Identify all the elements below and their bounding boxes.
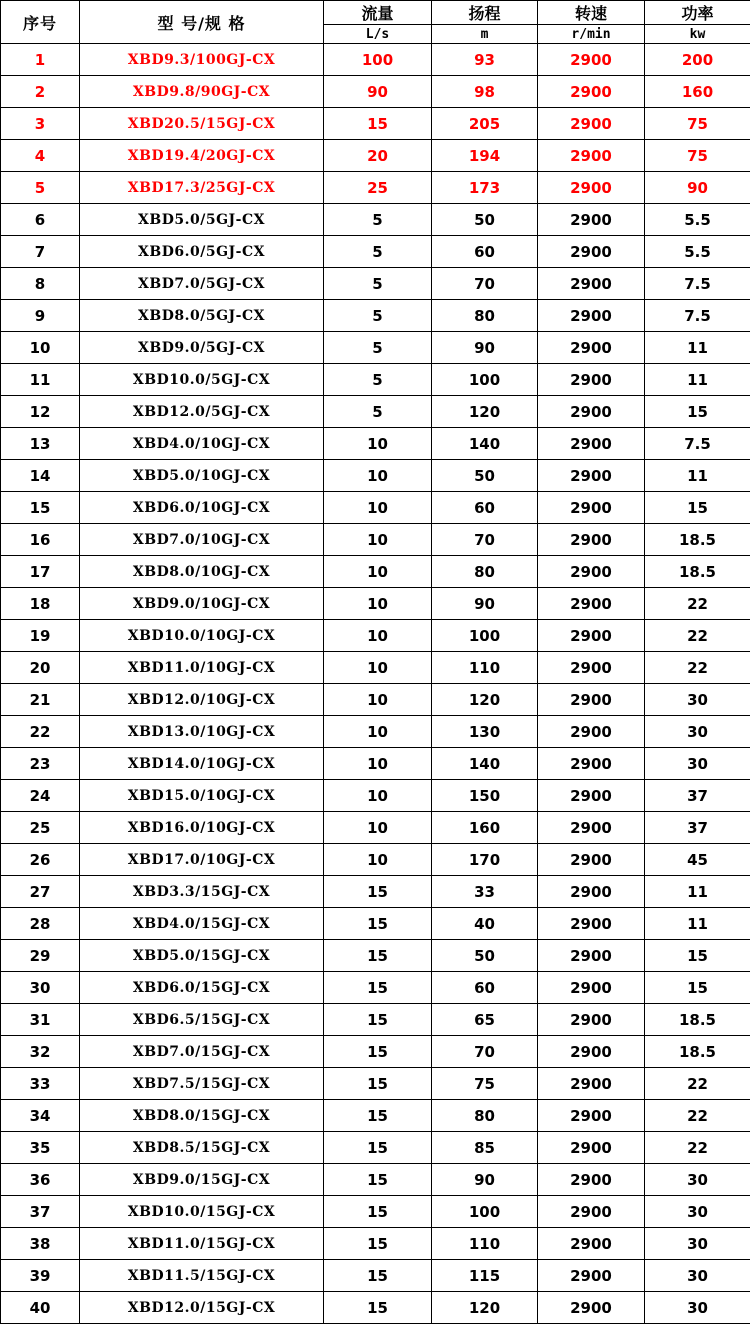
cell-index: 28 bbox=[1, 908, 80, 940]
cell-speed: 2900 bbox=[538, 844, 645, 876]
table-row bbox=[1, 940, 750, 972]
cell-model: XBD8.5/15GJ-CX bbox=[80, 1132, 324, 1164]
cell-head: 205 bbox=[432, 108, 538, 140]
cell-model: XBD7.0/15GJ-CX bbox=[80, 1036, 324, 1068]
cell-power: 15 bbox=[645, 492, 750, 524]
cell-flow: 15 bbox=[324, 1068, 432, 1100]
cell-index: 31 bbox=[1, 1004, 80, 1036]
cell-index: 4 bbox=[1, 140, 80, 172]
cell-index: 38 bbox=[1, 1228, 80, 1260]
cell-speed: 2900 bbox=[538, 140, 645, 172]
table-row bbox=[1, 364, 750, 396]
cell-speed: 2900 bbox=[538, 492, 645, 524]
cell-model: XBD15.0/10GJ-CX bbox=[80, 780, 324, 812]
table-row bbox=[1, 1292, 750, 1324]
cell-model: XBD6.0/15GJ-CX bbox=[80, 972, 324, 1004]
cell-speed: 2900 bbox=[538, 940, 645, 972]
table-row bbox=[1, 684, 750, 716]
cell-power: 22 bbox=[645, 620, 750, 652]
cell-speed: 2900 bbox=[538, 812, 645, 844]
cell-head: 98 bbox=[432, 76, 538, 108]
cell-index: 40 bbox=[1, 1292, 80, 1324]
cell-index: 23 bbox=[1, 748, 80, 780]
cell-model: XBD16.0/10GJ-CX bbox=[80, 812, 324, 844]
cell-index: 10 bbox=[1, 332, 80, 364]
cell-model: XBD8.0/10GJ-CX bbox=[80, 556, 324, 588]
cell-flow: 15 bbox=[324, 1036, 432, 1068]
cell-speed: 2900 bbox=[538, 1292, 645, 1324]
cell-power: 22 bbox=[645, 652, 750, 684]
cell-head: 90 bbox=[432, 332, 538, 364]
cell-flow: 15 bbox=[324, 1100, 432, 1132]
cell-power: 75 bbox=[645, 140, 750, 172]
cell-model: XBD12.0/10GJ-CX bbox=[80, 684, 324, 716]
cell-power: 11 bbox=[645, 364, 750, 396]
cell-power: 30 bbox=[645, 748, 750, 780]
cell-speed: 2900 bbox=[538, 620, 645, 652]
cell-model: XBD6.0/10GJ-CX bbox=[80, 492, 324, 524]
cell-model: XBD3.3/15GJ-CX bbox=[80, 876, 324, 908]
cell-index: 9 bbox=[1, 300, 80, 332]
table-row bbox=[1, 876, 750, 908]
header-flow-unit: L/s bbox=[324, 25, 432, 44]
cell-speed: 2900 bbox=[538, 332, 645, 364]
cell-index: 34 bbox=[1, 1100, 80, 1132]
cell-flow: 25 bbox=[324, 172, 432, 204]
cell-index: 36 bbox=[1, 1164, 80, 1196]
cell-speed: 2900 bbox=[538, 556, 645, 588]
cell-power: 11 bbox=[645, 908, 750, 940]
cell-power: 18.5 bbox=[645, 1036, 750, 1068]
table-row bbox=[1, 1100, 750, 1132]
cell-head: 70 bbox=[432, 524, 538, 556]
cell-speed: 2900 bbox=[538, 972, 645, 1004]
header-power: 功率 bbox=[645, 1, 750, 25]
cell-head: 140 bbox=[432, 748, 538, 780]
table-row bbox=[1, 492, 750, 524]
cell-flow: 5 bbox=[324, 268, 432, 300]
cell-flow: 5 bbox=[324, 300, 432, 332]
table-row bbox=[1, 396, 750, 428]
cell-flow: 15 bbox=[324, 1228, 432, 1260]
table-row bbox=[1, 1260, 750, 1292]
cell-model: XBD11.0/15GJ-CX bbox=[80, 1228, 324, 1260]
cell-speed: 2900 bbox=[538, 76, 645, 108]
table-body bbox=[1, 44, 750, 1324]
table-row bbox=[1, 812, 750, 844]
table-row bbox=[1, 300, 750, 332]
cell-index: 33 bbox=[1, 1068, 80, 1100]
cell-model: XBD8.0/5GJ-CX bbox=[80, 300, 324, 332]
cell-index: 39 bbox=[1, 1260, 80, 1292]
cell-head: 33 bbox=[432, 876, 538, 908]
cell-flow: 10 bbox=[324, 492, 432, 524]
cell-flow: 5 bbox=[324, 332, 432, 364]
cell-power: 37 bbox=[645, 780, 750, 812]
cell-power: 45 bbox=[645, 844, 750, 876]
cell-power: 30 bbox=[645, 716, 750, 748]
cell-head: 93 bbox=[432, 44, 538, 76]
table-row bbox=[1, 108, 750, 140]
cell-speed: 2900 bbox=[538, 1132, 645, 1164]
cell-head: 80 bbox=[432, 1100, 538, 1132]
cell-model: XBD7.5/15GJ-CX bbox=[80, 1068, 324, 1100]
cell-model: XBD9.0/10GJ-CX bbox=[80, 588, 324, 620]
cell-index: 25 bbox=[1, 812, 80, 844]
cell-head: 194 bbox=[432, 140, 538, 172]
cell-head: 120 bbox=[432, 1292, 538, 1324]
cell-index: 1 bbox=[1, 44, 80, 76]
cell-index: 21 bbox=[1, 684, 80, 716]
cell-speed: 2900 bbox=[538, 428, 645, 460]
cell-speed: 2900 bbox=[538, 1100, 645, 1132]
cell-index: 14 bbox=[1, 460, 80, 492]
table-row bbox=[1, 972, 750, 1004]
cell-power: 11 bbox=[645, 460, 750, 492]
cell-model: XBD6.5/15GJ-CX bbox=[80, 1004, 324, 1036]
cell-head: 100 bbox=[432, 620, 538, 652]
cell-head: 70 bbox=[432, 1036, 538, 1068]
cell-flow: 15 bbox=[324, 108, 432, 140]
cell-speed: 2900 bbox=[538, 396, 645, 428]
table-row bbox=[1, 588, 750, 620]
cell-flow: 10 bbox=[324, 524, 432, 556]
cell-flow: 100 bbox=[324, 44, 432, 76]
table-row bbox=[1, 140, 750, 172]
cell-power: 30 bbox=[645, 1196, 750, 1228]
table-row bbox=[1, 1004, 750, 1036]
cell-index: 27 bbox=[1, 876, 80, 908]
cell-power: 22 bbox=[645, 1068, 750, 1100]
cell-speed: 2900 bbox=[538, 236, 645, 268]
cell-power: 11 bbox=[645, 876, 750, 908]
table-row bbox=[1, 1196, 750, 1228]
cell-flow: 5 bbox=[324, 364, 432, 396]
cell-flow: 5 bbox=[324, 204, 432, 236]
cell-model: XBD5.0/5GJ-CX bbox=[80, 204, 324, 236]
cell-head: 170 bbox=[432, 844, 538, 876]
table-row bbox=[1, 908, 750, 940]
table-row bbox=[1, 556, 750, 588]
cell-head: 173 bbox=[432, 172, 538, 204]
cell-speed: 2900 bbox=[538, 908, 645, 940]
cell-head: 160 bbox=[432, 812, 538, 844]
cell-model: XBD20.5/15GJ-CX bbox=[80, 108, 324, 140]
table-row bbox=[1, 428, 750, 460]
cell-index: 3 bbox=[1, 108, 80, 140]
cell-power: 11 bbox=[645, 332, 750, 364]
cell-flow: 10 bbox=[324, 748, 432, 780]
cell-head: 60 bbox=[432, 972, 538, 1004]
cell-power: 5.5 bbox=[645, 236, 750, 268]
cell-power: 90 bbox=[645, 172, 750, 204]
cell-speed: 2900 bbox=[538, 300, 645, 332]
cell-power: 7.5 bbox=[645, 428, 750, 460]
cell-index: 20 bbox=[1, 652, 80, 684]
cell-flow: 10 bbox=[324, 780, 432, 812]
cell-power: 30 bbox=[645, 1292, 750, 1324]
cell-model: XBD9.0/15GJ-CX bbox=[80, 1164, 324, 1196]
table-row bbox=[1, 1228, 750, 1260]
cell-model: XBD9.8/90GJ-CX bbox=[80, 76, 324, 108]
cell-model: XBD11.5/15GJ-CX bbox=[80, 1260, 324, 1292]
cell-head: 60 bbox=[432, 492, 538, 524]
cell-index: 35 bbox=[1, 1132, 80, 1164]
cell-index: 7 bbox=[1, 236, 80, 268]
cell-model: XBD7.0/5GJ-CX bbox=[80, 268, 324, 300]
cell-flow: 10 bbox=[324, 812, 432, 844]
cell-speed: 2900 bbox=[538, 780, 645, 812]
cell-head: 80 bbox=[432, 556, 538, 588]
table-row bbox=[1, 268, 750, 300]
cell-flow: 15 bbox=[324, 940, 432, 972]
cell-index: 13 bbox=[1, 428, 80, 460]
cell-speed: 2900 bbox=[538, 1004, 645, 1036]
cell-speed: 2900 bbox=[538, 44, 645, 76]
cell-head: 115 bbox=[432, 1260, 538, 1292]
cell-flow: 15 bbox=[324, 1292, 432, 1324]
cell-index: 19 bbox=[1, 620, 80, 652]
cell-speed: 2900 bbox=[538, 108, 645, 140]
cell-model: XBD11.0/10GJ-CX bbox=[80, 652, 324, 684]
cell-head: 50 bbox=[432, 940, 538, 972]
cell-speed: 2900 bbox=[538, 524, 645, 556]
cell-index: 29 bbox=[1, 940, 80, 972]
header-index: 序号 bbox=[1, 1, 80, 44]
cell-index: 30 bbox=[1, 972, 80, 1004]
cell-flow: 10 bbox=[324, 684, 432, 716]
cell-index: 16 bbox=[1, 524, 80, 556]
cell-power: 200 bbox=[645, 44, 750, 76]
cell-speed: 2900 bbox=[538, 588, 645, 620]
cell-power: 15 bbox=[645, 396, 750, 428]
cell-model: XBD10.0/15GJ-CX bbox=[80, 1196, 324, 1228]
cell-index: 6 bbox=[1, 204, 80, 236]
cell-flow: 10 bbox=[324, 588, 432, 620]
cell-model: XBD17.3/25GJ-CX bbox=[80, 172, 324, 204]
cell-flow: 15 bbox=[324, 1004, 432, 1036]
cell-index: 8 bbox=[1, 268, 80, 300]
cell-head: 50 bbox=[432, 204, 538, 236]
cell-power: 30 bbox=[645, 1228, 750, 1260]
cell-power: 75 bbox=[645, 108, 750, 140]
cell-index: 17 bbox=[1, 556, 80, 588]
table-row bbox=[1, 1132, 750, 1164]
cell-flow: 15 bbox=[324, 1260, 432, 1292]
cell-power: 5.5 bbox=[645, 204, 750, 236]
table-row bbox=[1, 1036, 750, 1068]
cell-model: XBD19.4/20GJ-CX bbox=[80, 140, 324, 172]
cell-speed: 2900 bbox=[538, 748, 645, 780]
cell-model: XBD6.0/5GJ-CX bbox=[80, 236, 324, 268]
cell-model: XBD17.0/10GJ-CX bbox=[80, 844, 324, 876]
cell-speed: 2900 bbox=[538, 652, 645, 684]
cell-flow: 15 bbox=[324, 876, 432, 908]
cell-head: 90 bbox=[432, 588, 538, 620]
cell-power: 22 bbox=[645, 1132, 750, 1164]
table-row bbox=[1, 780, 750, 812]
cell-speed: 2900 bbox=[538, 364, 645, 396]
table-row bbox=[1, 620, 750, 652]
cell-speed: 2900 bbox=[538, 1260, 645, 1292]
cell-speed: 2900 bbox=[538, 460, 645, 492]
table-row bbox=[1, 652, 750, 684]
cell-flow: 10 bbox=[324, 716, 432, 748]
cell-index: 11 bbox=[1, 364, 80, 396]
table-header bbox=[1, 1, 750, 44]
cell-power: 30 bbox=[645, 1164, 750, 1196]
cell-model: XBD8.0/15GJ-CX bbox=[80, 1100, 324, 1132]
cell-flow: 10 bbox=[324, 652, 432, 684]
cell-model: XBD5.0/10GJ-CX bbox=[80, 460, 324, 492]
cell-head: 70 bbox=[432, 268, 538, 300]
table-row bbox=[1, 76, 750, 108]
cell-model: XBD5.0/15GJ-CX bbox=[80, 940, 324, 972]
cell-head: 110 bbox=[432, 1228, 538, 1260]
cell-head: 80 bbox=[432, 300, 538, 332]
cell-speed: 2900 bbox=[538, 1228, 645, 1260]
cell-head: 90 bbox=[432, 1164, 538, 1196]
cell-model: XBD4.0/10GJ-CX bbox=[80, 428, 324, 460]
table-row bbox=[1, 44, 750, 76]
cell-power: 15 bbox=[645, 940, 750, 972]
table-row bbox=[1, 172, 750, 204]
cell-index: 37 bbox=[1, 1196, 80, 1228]
cell-model: XBD10.0/10GJ-CX bbox=[80, 620, 324, 652]
table-row bbox=[1, 524, 750, 556]
cell-flow: 90 bbox=[324, 76, 432, 108]
table-row bbox=[1, 844, 750, 876]
cell-flow: 10 bbox=[324, 556, 432, 588]
cell-index: 18 bbox=[1, 588, 80, 620]
header-head-unit: m bbox=[432, 25, 538, 44]
cell-model: XBD12.0/15GJ-CX bbox=[80, 1292, 324, 1324]
cell-model: XBD13.0/10GJ-CX bbox=[80, 716, 324, 748]
cell-flow: 5 bbox=[324, 236, 432, 268]
header-model: 型 号/规 格 bbox=[80, 1, 324, 44]
cell-speed: 2900 bbox=[538, 268, 645, 300]
cell-power: 15 bbox=[645, 972, 750, 1004]
table-row bbox=[1, 716, 750, 748]
cell-flow: 15 bbox=[324, 908, 432, 940]
table-row bbox=[1, 1068, 750, 1100]
cell-power: 7.5 bbox=[645, 268, 750, 300]
cell-flow: 15 bbox=[324, 1196, 432, 1228]
cell-model: XBD4.0/15GJ-CX bbox=[80, 908, 324, 940]
cell-speed: 2900 bbox=[538, 1036, 645, 1068]
cell-head: 140 bbox=[432, 428, 538, 460]
cell-index: 24 bbox=[1, 780, 80, 812]
cell-power: 30 bbox=[645, 684, 750, 716]
cell-index: 32 bbox=[1, 1036, 80, 1068]
cell-power: 160 bbox=[645, 76, 750, 108]
header-speed: 转速 bbox=[538, 1, 645, 25]
cell-speed: 2900 bbox=[538, 876, 645, 908]
cell-flow: 15 bbox=[324, 972, 432, 1004]
cell-power: 18.5 bbox=[645, 556, 750, 588]
cell-model: XBD9.0/5GJ-CX bbox=[80, 332, 324, 364]
cell-head: 50 bbox=[432, 460, 538, 492]
cell-head: 65 bbox=[432, 1004, 538, 1036]
cell-flow: 15 bbox=[324, 1164, 432, 1196]
cell-power: 18.5 bbox=[645, 1004, 750, 1036]
cell-head: 100 bbox=[432, 364, 538, 396]
cell-power: 7.5 bbox=[645, 300, 750, 332]
cell-flow: 10 bbox=[324, 620, 432, 652]
cell-index: 22 bbox=[1, 716, 80, 748]
cell-power: 30 bbox=[645, 1260, 750, 1292]
cell-index: 12 bbox=[1, 396, 80, 428]
cell-power: 18.5 bbox=[645, 524, 750, 556]
cell-index: 26 bbox=[1, 844, 80, 876]
cell-speed: 2900 bbox=[538, 204, 645, 236]
cell-head: 110 bbox=[432, 652, 538, 684]
cell-model: XBD7.0/10GJ-CX bbox=[80, 524, 324, 556]
cell-flow: 10 bbox=[324, 460, 432, 492]
cell-flow: 10 bbox=[324, 428, 432, 460]
cell-head: 75 bbox=[432, 1068, 538, 1100]
cell-head: 85 bbox=[432, 1132, 538, 1164]
cell-speed: 2900 bbox=[538, 1068, 645, 1100]
cell-index: 2 bbox=[1, 76, 80, 108]
cell-head: 130 bbox=[432, 716, 538, 748]
cell-index: 15 bbox=[1, 492, 80, 524]
cell-head: 120 bbox=[432, 396, 538, 428]
cell-head: 40 bbox=[432, 908, 538, 940]
cell-speed: 2900 bbox=[538, 1164, 645, 1196]
cell-speed: 2900 bbox=[538, 172, 645, 204]
header-power-unit: kw bbox=[645, 25, 750, 44]
cell-model: XBD10.0/5GJ-CX bbox=[80, 364, 324, 396]
cell-speed: 2900 bbox=[538, 1196, 645, 1228]
header-speed-unit: r/min bbox=[538, 25, 645, 44]
cell-flow: 15 bbox=[324, 1132, 432, 1164]
cell-speed: 2900 bbox=[538, 684, 645, 716]
cell-head: 150 bbox=[432, 780, 538, 812]
cell-power: 37 bbox=[645, 812, 750, 844]
cell-flow: 5 bbox=[324, 396, 432, 428]
table-row bbox=[1, 748, 750, 780]
cell-model: XBD14.0/10GJ-CX bbox=[80, 748, 324, 780]
cell-model: XBD12.0/5GJ-CX bbox=[80, 396, 324, 428]
table-row bbox=[1, 204, 750, 236]
cell-head: 120 bbox=[432, 684, 538, 716]
cell-speed: 2900 bbox=[538, 716, 645, 748]
cell-flow: 10 bbox=[324, 844, 432, 876]
cell-power: 22 bbox=[645, 588, 750, 620]
cell-power: 22 bbox=[645, 1100, 750, 1132]
cell-index: 5 bbox=[1, 172, 80, 204]
header-flow: 流量 bbox=[324, 1, 432, 25]
cell-head: 100 bbox=[432, 1196, 538, 1228]
table-row bbox=[1, 460, 750, 492]
header-head: 扬程 bbox=[432, 1, 538, 25]
cell-model: XBD9.3/100GJ-CX bbox=[80, 44, 324, 76]
cell-flow: 20 bbox=[324, 140, 432, 172]
table-row bbox=[1, 236, 750, 268]
table-row bbox=[1, 332, 750, 364]
table-row bbox=[1, 1164, 750, 1196]
cell-head: 60 bbox=[432, 236, 538, 268]
